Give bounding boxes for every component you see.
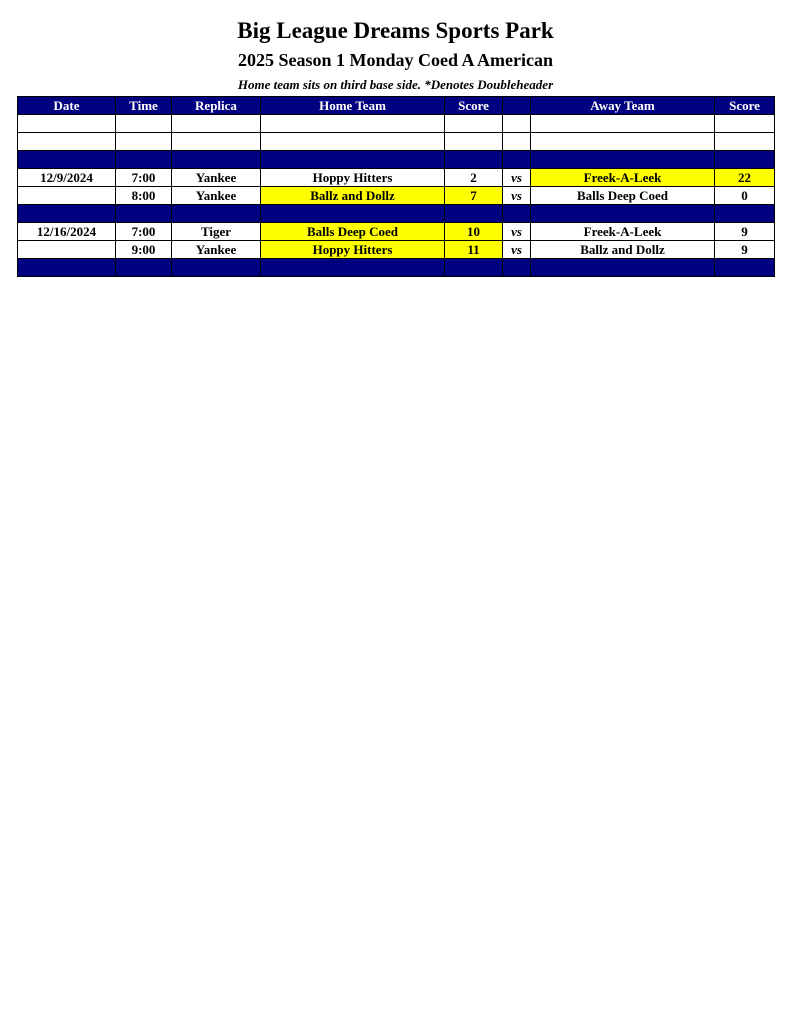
- versus-label: vs: [503, 169, 531, 187]
- schedule-note: Home team sits on third base side. *Denotes Doubleheader: [237, 77, 554, 92]
- empty-row: [18, 133, 775, 151]
- away-score: 9: [715, 223, 775, 241]
- away-team: Balls Deep Coed: [531, 187, 715, 205]
- game-time: 8:00: [116, 187, 172, 205]
- game-date: [18, 187, 116, 205]
- versus-label: vs: [503, 223, 531, 241]
- column-header-away-team: Away Team: [531, 97, 715, 115]
- home-team: Hoppy Hitters: [261, 169, 445, 187]
- home-team: Ballz and Dollz: [261, 187, 445, 205]
- game-replica: Yankee: [172, 169, 261, 187]
- page-title: Big League Dreams Sports Park: [237, 18, 554, 43]
- column-header-vs: [503, 97, 531, 115]
- home-score: 10: [445, 223, 503, 241]
- game-date: 12/16/2024: [18, 223, 116, 241]
- empty-row: [18, 115, 775, 133]
- week-separator: [18, 151, 775, 169]
- home-team: Balls Deep Coed: [261, 223, 445, 241]
- home-score: 11: [445, 241, 503, 259]
- game-date: 12/9/2024: [18, 169, 116, 187]
- column-header-home-score: Score: [445, 97, 503, 115]
- column-header-replica: Replica: [172, 97, 261, 115]
- column-header-date: Date: [18, 97, 116, 115]
- home-team: Hoppy Hitters: [261, 241, 445, 259]
- game-row: [18, 241, 775, 259]
- game-row: [18, 187, 775, 205]
- header-row: [18, 97, 775, 115]
- game-row: [18, 223, 775, 241]
- away-score: 9: [715, 241, 775, 259]
- home-score: 2: [445, 169, 503, 187]
- column-header-time: Time: [116, 97, 172, 115]
- away-team: Ballz and Dollz: [531, 241, 715, 259]
- week-separator: [18, 205, 775, 223]
- away-team: Freek-A-Leek: [531, 223, 715, 241]
- game-date: [18, 241, 116, 259]
- versus-label: vs: [503, 187, 531, 205]
- versus-label: vs: [503, 241, 531, 259]
- game-replica: Yankee: [172, 241, 261, 259]
- home-score: 7: [445, 187, 503, 205]
- away-team: Freek-A-Leek: [531, 169, 715, 187]
- away-score: 0: [715, 187, 775, 205]
- league-subtitle: 2025 Season 1 Monday Coed A American: [237, 50, 554, 70]
- game-time: 7:00: [116, 169, 172, 187]
- week-separator: [18, 259, 775, 277]
- column-header-away-score: Score: [715, 97, 775, 115]
- game-replica: Yankee: [172, 187, 261, 205]
- game-time: 7:00: [116, 223, 172, 241]
- game-time: 9:00: [116, 241, 172, 259]
- column-header-home-team: Home Team: [261, 97, 445, 115]
- game-replica: Tiger: [172, 223, 261, 241]
- game-row: [18, 169, 775, 187]
- away-score: 22: [715, 169, 775, 187]
- schedule-table: [17, 96, 775, 277]
